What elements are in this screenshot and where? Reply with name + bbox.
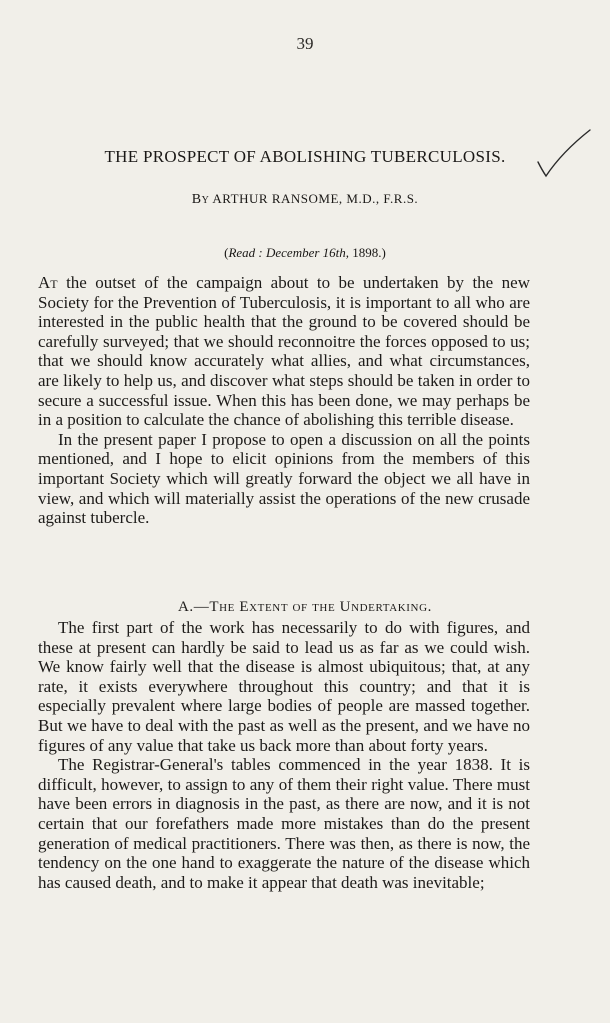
article-title: THE PROSPECT OF ABOLISHING TUBERCULOSIS. bbox=[104, 147, 506, 166]
section-text bbox=[38, 618, 530, 892]
section-heading: A.—The Extent of the Undertaking. bbox=[177, 599, 432, 615]
paragraph: The Registrar-General's tables commenced in the year 1838. It is difficult, however, to assign to any of them their right value. There must have been errors in diagnosis in the past, as there are now, and it is not certain that our forefathers made more mistakes than do the present generation of medical practitioners. There was then, as there is now, the tendency on the one hand to exaggerate the nature of the disease which has caused death, and to make it appear that death was inevitable; bbox=[38, 755, 530, 892]
read-date: December 16th, bbox=[266, 245, 350, 260]
paragraph-text: the outset of the campaign about to be undertaken by the new Society for the Prevention of Tuberculosis, it is important to all who are interested in the public health that the ground to be covered should be carefully surveyed; that we should reconnoitre the forces opposed to us; that we should know accurately what allies, and what circumstances, are likely to help us, and discover what steps should be taken in order to secure a successful issue. When this has been done, we may perhaps be in a position to calculate the chance of abolishing this terrible disease. bbox=[38, 273, 530, 430]
intro-text bbox=[38, 273, 530, 528]
paragraph-lead-word: At bbox=[38, 273, 58, 292]
read-date-line: (Read : December 16th, 1898.) bbox=[224, 245, 386, 260]
read-label: Read : bbox=[228, 245, 263, 260]
author-prefix: By bbox=[191, 192, 210, 207]
author-line bbox=[0, 191, 610, 208]
paragraph: In the present paper I propose to open a discussion on all the points mentioned, and I hope to elicit opinions from the members of this important Society which will greatly forward the object we all have in view, and which will materially assist the operations of the new crusade against tubercle. bbox=[38, 429, 530, 528]
read-year: 1898. bbox=[352, 245, 382, 260]
author-name: ARTHUR RANSOME, M.D., F.R.S. bbox=[212, 191, 419, 206]
paragraph: The first part of the work has necessarily to do with figures, and these at present can hardly be said to lead us as far as we could wish. We know fairly well that the disease is almost ubiquitous; that, at any rate, it exists everywhere throughout this country; and that it is especially prevalent where large bodies of people are massed together. But we have to deal with the past as well as the present, and we have no figures of any value that take us back more than about forty years. bbox=[38, 618, 530, 755]
paragraph bbox=[38, 273, 530, 430]
page-number: 39 bbox=[296, 34, 314, 53]
